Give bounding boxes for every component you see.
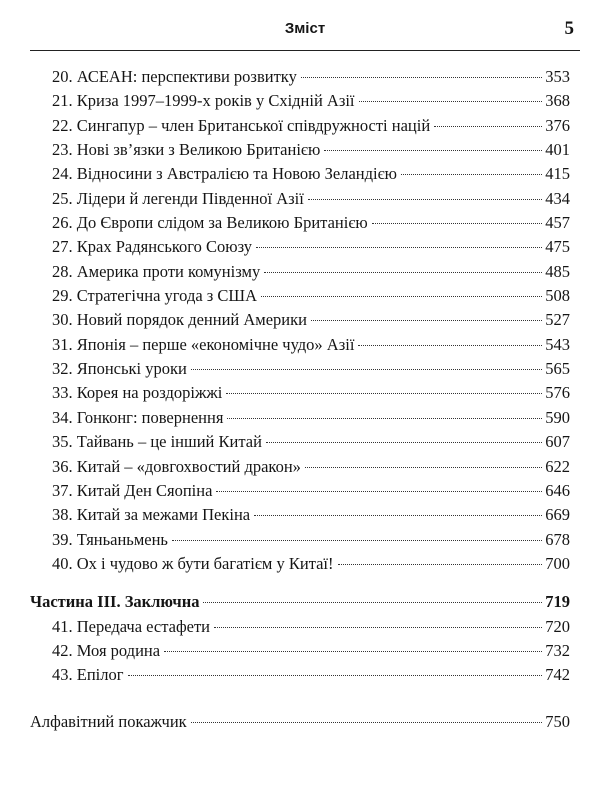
toc-entry-page: 543 — [545, 334, 570, 354]
toc-entry-page: 607 — [545, 432, 570, 452]
dot-leader — [434, 126, 542, 127]
dot-leader — [324, 150, 542, 151]
toc-entry[interactable] — [30, 308, 570, 332]
toc-entry-page: 508 — [545, 286, 570, 306]
toc-entry[interactable] — [30, 552, 570, 576]
toc-entry-page: 527 — [545, 310, 570, 330]
dot-leader — [301, 77, 542, 78]
dot-leader — [254, 515, 542, 516]
dot-leader — [311, 320, 542, 321]
toc-entry-page: 565 — [545, 359, 570, 379]
toc-entry-page: 590 — [545, 407, 570, 427]
toc-part-page: 719 — [545, 592, 570, 612]
table-of-contents — [30, 65, 570, 734]
toc-entry-page: 457 — [545, 213, 570, 233]
toc-entry-title: 40. Ох і чудово ж бути багатієм у Китаї! — [52, 553, 334, 573]
toc-entry-page: 732 — [545, 640, 570, 660]
chapter-list — [30, 65, 570, 576]
toc-entry[interactable] — [30, 357, 570, 381]
toc-entry[interactable] — [30, 430, 570, 454]
dot-leader — [305, 467, 542, 468]
toc-entry-title: 28. Америка проти комунізму — [52, 261, 261, 281]
toc-entry-page: 485 — [545, 261, 570, 281]
toc-entry-title: 22. Сингапур – член Британської співдружності націй — [52, 115, 431, 135]
running-title: Зміст — [284, 20, 326, 37]
toc-entry-title: 38. Китай за межами Пекіна — [52, 505, 251, 525]
toc-entry-page: 475 — [545, 237, 570, 257]
toc-entry-page: 700 — [545, 553, 570, 573]
toc-entry-title: 32. Японські уроки — [52, 359, 187, 379]
toc-entry[interactable] — [30, 406, 570, 430]
page-number: 5 — [564, 18, 574, 39]
toc-entry-title: 33. Корея на роздоріжжі — [52, 383, 223, 403]
toc-entry[interactable] — [30, 187, 570, 211]
toc-entry-page: 669 — [545, 505, 570, 525]
toc-entry-title: 23. Нові зв’язки з Великою Британією — [52, 140, 321, 160]
toc-entry-page: 434 — [545, 188, 570, 208]
dot-leader — [128, 675, 543, 676]
toc-entry[interactable] — [30, 528, 570, 552]
toc-entry[interactable] — [30, 260, 570, 284]
toc-entry-page: 368 — [545, 91, 570, 111]
toc-entry-page: 376 — [545, 115, 570, 135]
toc-entry[interactable] — [30, 284, 570, 308]
dot-leader — [226, 393, 542, 394]
toc-entry-page: 576 — [545, 383, 570, 403]
dot-leader — [266, 442, 542, 443]
dot-leader — [227, 418, 542, 419]
toc-entry-title: 21. Криза 1997–1999-х років у Східній Азії — [52, 91, 355, 111]
toc-entry-page: 353 — [545, 67, 570, 86]
dot-leader — [172, 540, 542, 541]
toc-part-title: Частина ІІІ. Заключна — [30, 592, 200, 612]
dot-leader — [401, 174, 542, 175]
dot-leader — [372, 223, 543, 224]
toc-entry[interactable] — [30, 65, 570, 89]
toc-entry[interactable] — [30, 114, 570, 138]
part3-chapter-list — [30, 615, 570, 688]
page-header — [30, 0, 580, 51]
toc-entry-page: 646 — [545, 480, 570, 500]
dot-leader — [191, 722, 543, 723]
toc-entry-page: 742 — [545, 665, 570, 685]
toc-entry-title: 31. Японія – перше «економічне чудо» Азії — [52, 334, 355, 354]
toc-entry-title: 39. Тяньаньмень — [52, 529, 168, 549]
toc-entry[interactable] — [30, 162, 570, 186]
dot-leader — [164, 651, 542, 652]
toc-entry-page: 720 — [545, 616, 570, 636]
toc-entry-title: 43. Епілог — [52, 665, 124, 685]
toc-entry-title: 24. Відносини з Австралією та Новою Зеландією — [52, 164, 397, 184]
toc-entry-title: 35. Тайвань – це інший Китай — [52, 432, 262, 452]
toc-entry[interactable] — [30, 138, 570, 162]
toc-entry[interactable] — [30, 455, 570, 479]
toc-entry[interactable] — [30, 235, 570, 259]
dot-leader — [256, 247, 542, 248]
toc-entry-title: 29. Стратегічна угода з США — [52, 286, 257, 306]
toc-entry-title: 30. Новий порядок денний Америки — [52, 310, 307, 330]
toc-entry-title: 20. АСЕАН: перспективи розвитку — [52, 67, 297, 86]
dot-leader — [358, 345, 542, 346]
toc-entry-title: 34. Гонконг: повернення — [52, 407, 224, 427]
toc-index-page: 750 — [545, 711, 570, 731]
toc-entry-page: 678 — [545, 529, 570, 549]
toc-entry-title: 36. Китай – «довгохвостий дракон» — [52, 456, 301, 476]
dot-leader — [191, 369, 542, 370]
toc-entry-title: 26. До Європи слідом за Великою Британією — [52, 213, 368, 233]
dot-leader — [214, 627, 542, 628]
toc-entry-title: 25. Лідери й легенди Південної Азії — [52, 188, 304, 208]
toc-entry[interactable] — [30, 479, 570, 503]
dot-leader — [359, 101, 543, 102]
toc-entry-title: 42. Моя родина — [52, 640, 161, 660]
toc-index-title: Алфавітний покажчик — [30, 711, 187, 731]
toc-entry[interactable] — [30, 663, 570, 687]
toc-entry-page: 401 — [545, 140, 570, 160]
toc-entry-page: 415 — [545, 164, 570, 184]
toc-entry-title: 41. Передача естафети — [52, 616, 210, 636]
dot-leader — [203, 602, 542, 603]
dot-leader — [264, 272, 542, 273]
dot-leader — [216, 491, 542, 492]
toc-part-heading[interactable] — [30, 590, 570, 614]
toc-entry-title: 27. Крах Радянського Союзу — [52, 237, 253, 257]
toc-entry[interactable] — [30, 503, 570, 527]
toc-index-entry[interactable] — [30, 710, 570, 734]
toc-entry[interactable] — [30, 639, 570, 663]
toc-entry[interactable] — [30, 89, 570, 113]
toc-entry-title: 37. Китай Ден Сяопіна — [52, 480, 213, 500]
toc-entry[interactable] — [30, 211, 570, 235]
dot-leader — [261, 296, 542, 297]
toc-entry[interactable] — [30, 333, 570, 357]
toc-entry-page: 622 — [545, 456, 570, 476]
toc-entry[interactable] — [30, 381, 570, 405]
dot-leader — [308, 199, 542, 200]
dot-leader — [338, 564, 543, 565]
toc-entry[interactable] — [30, 615, 570, 639]
